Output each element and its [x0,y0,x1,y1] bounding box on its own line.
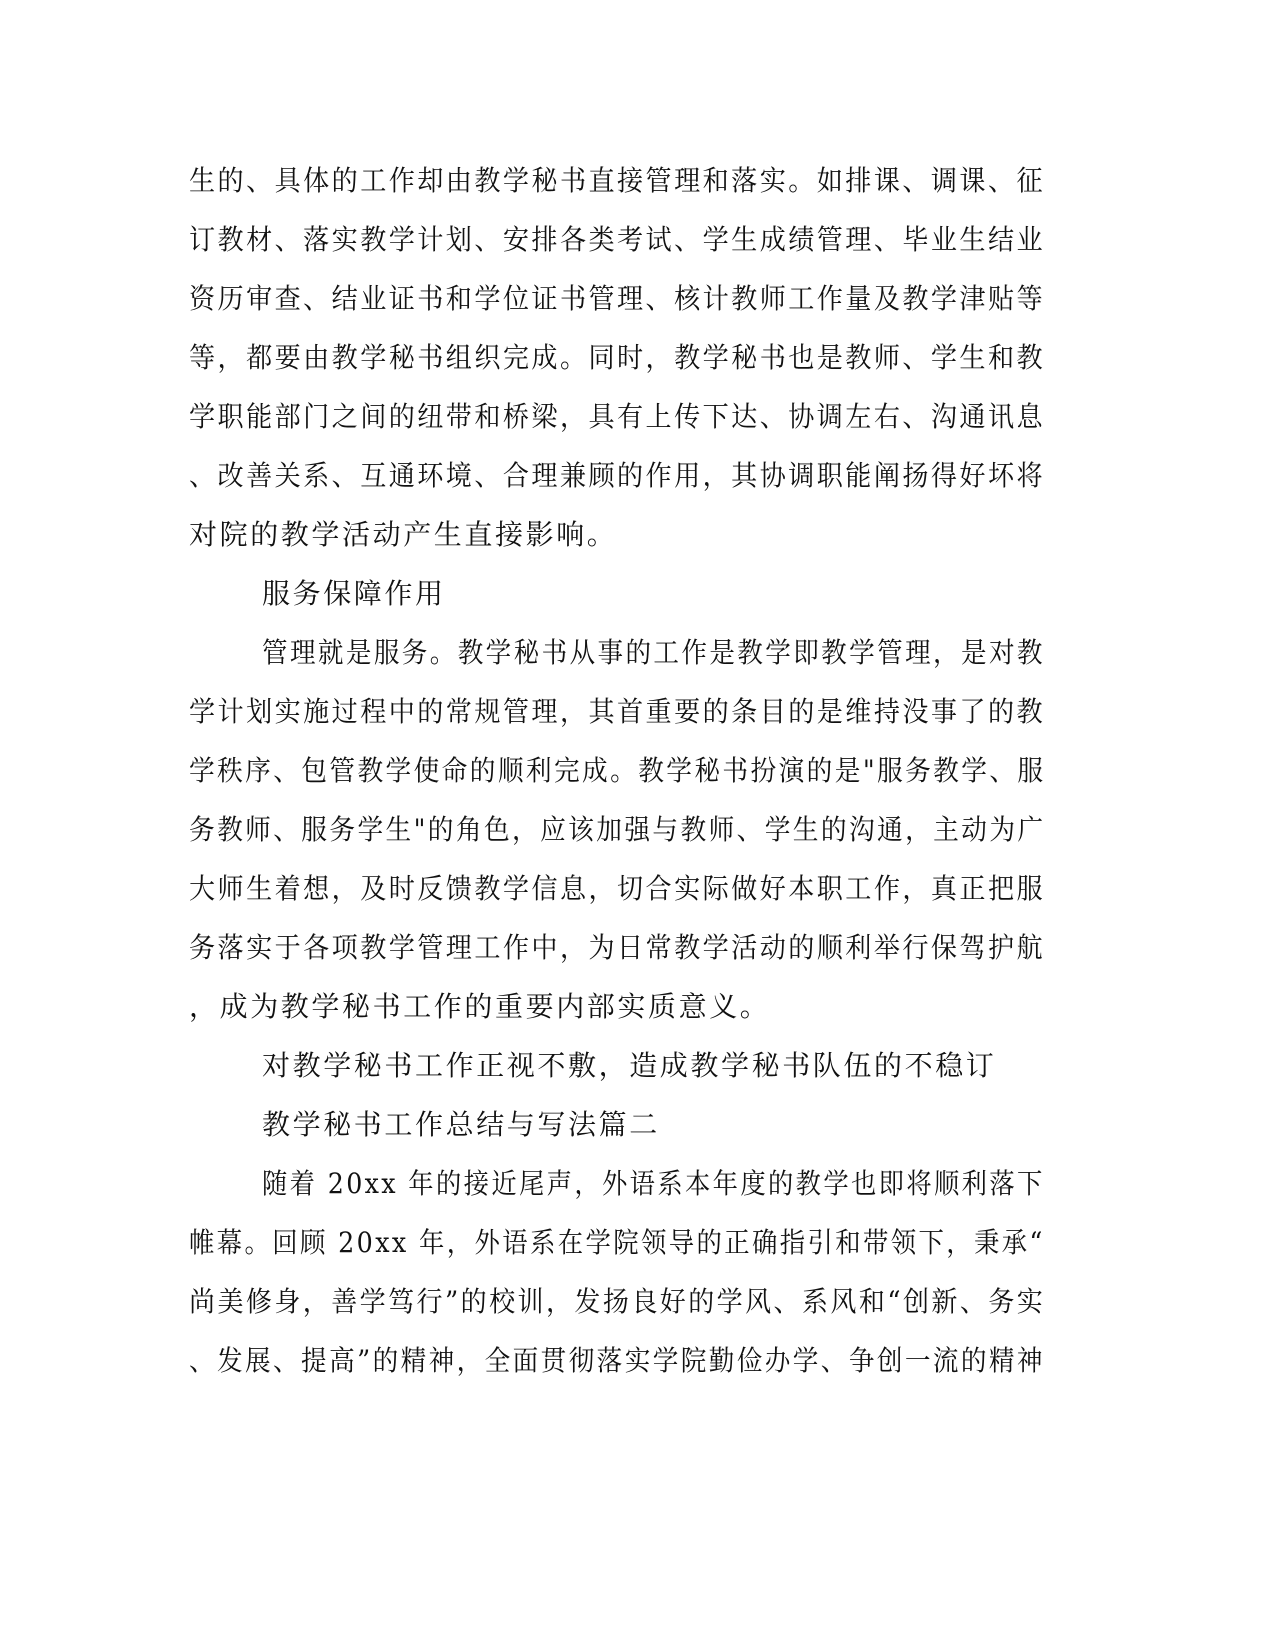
body-text-line: 生的、具体的工作却由教学秘书直接管理和落实。如排课、调课、征 [189,164,1046,197]
body-text-line: 大师生着想，及时反馈教学信息，切合实际做好本职工作，真正把服 [189,872,1046,905]
body-text-line: 学计划实施过程中的常规管理，其首重要的条目的是维持没事了的教 [189,695,1046,728]
body-text-line: 务教师、服务学生"的角色，应该加强与教师、学生的沟通，主动为广 [189,813,1046,846]
body-text-line: 等，都要由教学秘书组织完成。同时，教学秘书也是教师、学生和教 [189,341,1046,374]
body-text-line: 对院的教学活动产生直接影响。 [189,518,618,551]
body-text-line: 务落实于各项教学管理工作中，为日常教学活动的顺利举行保驾护航 [189,931,1046,964]
body-text-line: 、改善关系、互通环境、合理兼顾的作用，其协调职能阐扬得好坏将 [189,459,1046,492]
section-heading: 教学秘书工作总结与写法篇二 [262,1108,660,1141]
body-text-line: 、发展、提高”的精神，全面贯彻落实学院勤俭办学、争创一流的精神 [189,1344,1045,1377]
body-text-line: 学职能部门之间的纽带和桥梁，具有上传下达、协调左右、沟通讯息 [189,400,1046,433]
body-text-line: 随着 20xx 年的接近尾声，外语系本年度的教学也即将顺利落下 [262,1167,1045,1200]
body-text-line: 帷幕。回顾 20xx 年，外语系在学院领导的正确指引和带领下，秉承“ [189,1226,1045,1259]
body-text-line: 管理就是服务。教学秘书从事的工作是教学即教学管理，是对教 [262,636,1045,669]
section-heading: 对教学秘书工作正视不敷，造成教学秘书队伍的不稳订 [262,1049,997,1082]
body-text-line: 资历审查、结业证书和学位证书管理、核计教师工作量及教学津贴等 [189,282,1046,315]
section-heading: 服务保障作用 [262,577,446,610]
body-text-line: ，成为教学秘书工作的重要内部实质意义。 [189,990,771,1023]
body-text-line: 学秩序、包管教学使命的顺利完成。教学秘书扮演的是"服务教学、服 [189,754,1046,787]
body-text-line: 订教材、落实教学计划、安排各类考试、学生成绩管理、毕业生结业 [189,223,1046,256]
body-text-line: 尚美修身，善学笃行”的校训，发扬良好的学风、系风和“创新、务实 [189,1285,1046,1318]
